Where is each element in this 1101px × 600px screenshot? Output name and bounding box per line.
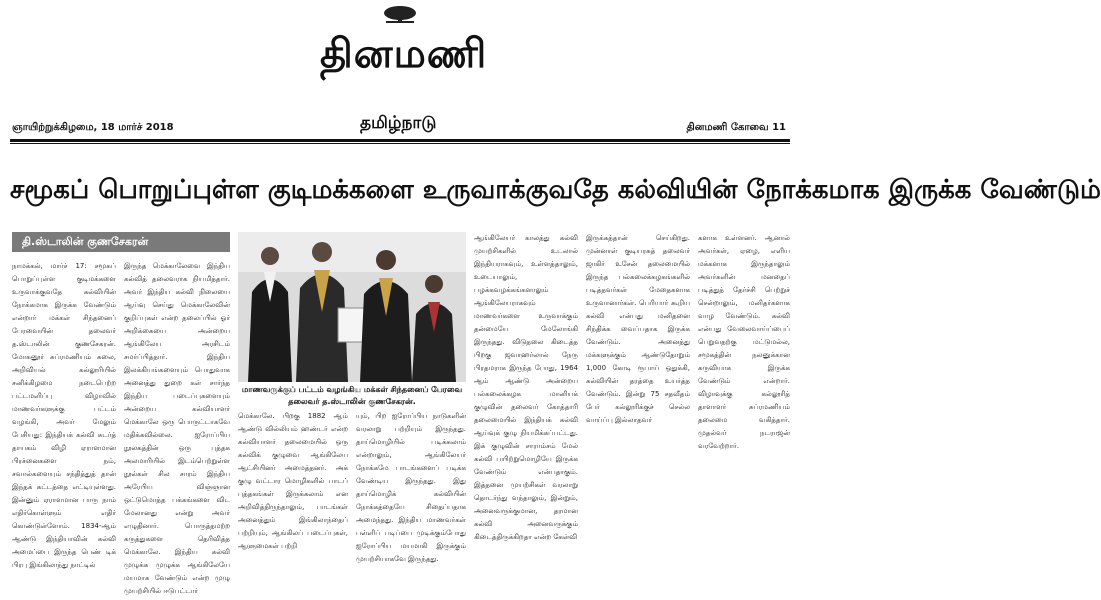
article-column-2: இருந்த மெக்காலேவை இந்திய கல்வித் தலைவராக நியமித்தார். அவர் இந்திய கல்வி நிலையை ஆய்வு செய்து மெக்காலேவின் குறிப்புகள் என்ற தலைப்பில் ஓர் அறிக்கையை அன்றைய ஆங்கிலேய அரசிடம் சமர்ப்பித்தார். இந்திய இலக்கியங்களையும் பொதுவாக அனைத்து துறை கள் சார்ந்த இந்திய படைப்புகளையும் அன்றைய கல்வியாளர் மெக்காலே ஒரு பொருட்டாகவே மதிக்கவில்லை. ஐரோப்பிய நூலகத்தின் ஒரு புத்தக அலமாரியில் இடம்பெற்றுள்ள நூல்கள் சில சாரம் இந்திய அரேபிய விஞ்ஞான ஒட்டுமொத்த பக்கங்களை விட மேலானது என்று அவர் எழுதினார். பொருத்தமற்ற கருத்துகளை தெரிவித்த மெக்காலே. இந்திய கல்வி முழுக்க முழுக்க ஆங்கிலேயே மயமாக வேண்டும் என்ற முழு முயற்சியில் ஈடுபட்டார்	[124, 262, 230, 595]
masthead	[0, 0, 800, 92]
header-rule	[10, 139, 790, 142]
byline: தி.ஸ்டாலின் குணசேகரன்	[12, 232, 230, 252]
article-column-6: இருக்கத்தான் செய்கிறது. முன்னாள் குடியரசுத் தலைவர் ஜாகிர் உசேன் தலைமையில் இருந்த பல்கலைக்கழகங்களில் படித்தவர்கள் மேதைகளாக உருவானார்கள். பெரியார் கூறிய கல்வி என்பது மனிதனை சிந்திக்க வைப்பதாக இருக்க வேண்டும். அனைத்து மக்களுக்கும் ஆண்டுதோறும் 1,000 கோடி ரூபாய் ஒதுக்கி, கல்வியின் தரத்தை உயர்த்த வேண்டும். இன்று 75 சதவீதம் பேர் கல்லூரிக்குச் செல்ல வாய்ப்பு இல்லாதவர்	[586, 234, 690, 424]
article-column-4: யும், பிற ஐரோப்பிய நாடுகளின் வரலாறு பற்றியும் இருந்தது. தாய்மொழியில் படிக்கலாம் என்றாலும், ஆங்கிலேயர் நோக்கமே பாடங்களைப் படிக்க வேண்டிய இருந்தது. இது தாய்மொழிக் கல்வியின் நோக்கத்தையே சிதைப்பதாக அமைந்தது. இந்திய மாணவர்கள் பள்ளிப் படிப்பை முடிக்கும்போது ஐரோப்பிய மயமாகி இருக்கும் முயற்சியாகவே இருந்தது.	[356, 412, 466, 563]
article-column-7: களாக உள்ளனர். ஆனால் அவர்கள், ஏழை, எளிய மக்களாக இருந்தாலும் அவர்களின் மனதைப் படித்துத் தேர்ச்சி பெற்றுச் சென்றாலும், மனிதர்களாக வாழ வேண்டும். கல்வி என்பது வேலைவாய்ப்பைப் பெறுவதற்கு மட்டுமல்ல, சமூகத்தின் நலனுக்கான கருவியாக இருக்க வேண்டும் என்றார். விழாவுக்கு கல்லூரித் தாளாளர் சுப்ரமணியம் தலைமை வகித்தார். முதல்வர் நடராஜன் வரவேற்றார்.	[698, 234, 790, 450]
article-column-5: ஆங்கிலேயர் காலத்து கல்வி முயற்சிகளில் உடலால் இந்தியராகவும், உள்ளத்தாலும், உடையாலும், பழக்கவழக்கங்களாலும் ஆங்கிலேயராகவும் மாணவர்களை உருவாக்கும் தன்மையே மேலோங்கி இருந்தது. விடுதலை கிடைத்த பிறகு ஜவாஹர்லால் நேரு பிரதமராக இருந்த போது, 1964 ஆம் ஆண்டு அன்றைய பல்கலைக்கழக மானியக் குழுவின் தலைவர் கோத்தாரி தலைமையில் இந்தியக் கல்வி ஆய்வுக் குழு நியமிக்கப்பட்டது. இக் குழுவின் சாராம்சம் மேல் கல்வி பயிற்றுமொழியே இருக்க வேண்டும் என்பதாகும். இத்தனை முயற்சிகள் வரலாறு தொடர்ந்து வந்தாலும், இன்றும், அனைவருக்குமான, தரமான கல்வி அனைவருக்கும் கிடைத்திருக்கிறதா என்ற கேள்வி	[474, 234, 578, 541]
article-headline: சமூகப் பொறுப்புள்ள குடிமக்களை உருவாக்குவதே கல்வியின் நோக்கமாக இருக்க வேண்டும்	[10, 175, 1101, 205]
page-info: தினமணி கோவை 11	[686, 122, 786, 133]
graduation-photo	[238, 232, 466, 382]
banyan-tree-emblem-icon	[378, 4, 422, 24]
section-title: தமிழ்நாடு	[360, 113, 437, 133]
photo-caption	[238, 384, 466, 408]
photo-caption-line-2: தலைவர் த.ஸ்டாலின் குணசேகரன்.	[288, 397, 416, 406]
header-rule-thin	[10, 143, 790, 144]
article-column-3: மெக்காலே. பிறகு 1882 ஆம் ஆண்டு வில்லியம் ஹண்டர் என்ற கல்வியாளர் தலைமையில் ஒரு கல்விக் குழுவை ஆங்கிலேய ஆட்சியினர் அமைத்தனர். அக் குழு வட்டார மொழிகளில் பாடப் புத்தகங்கள் இருக்கலாம் என அறிவித்திருந்தாலும், பாடங்கள் அனைத்தும் இங்கிலாந்தைப் பற்றியும், ஆங்கிலப் படைப்புகள், ஆளுமைகள் பற்றி	[238, 412, 348, 550]
newspaper-logo: தினமணி	[320, 30, 488, 77]
dateline: ஞாயிற்றுக்கிழமை, 18 மார்ச் 2018	[12, 122, 174, 133]
article-column-1: நாமக்கல், மார்ச் 17: சமூகப் பொறுப்புள்ள குடிமக்களை உருவாக்குவதே கல்வியின் நோக்கமாக இருக்க வேண்டும் என்றார் மக்கள் சிந்தனைப் பேரவையின் தலைவர் த.ஸ்டாலின் குணசேகரன். மோகனூர் சுப்ரமணியம் கலை, அறிவியல் கல்லூரியில் சனிக்கிழமை நடைபெற்ற பட்டமளிப்பு விழாவில் மாணவர்களுக்கு பட்டம் வழங்கி, அவர் மேலும் பேசியது: இந்தியக் கல்வி சுடர்த் தாயகம் விழி ஏராளமான பிரச்னைகளை நம், சவால்களையும் சந்தித்துத் தான் இந்தக் கட்டத்தை எட்டியுள்ளது. இன்னும் ஏராளமான பாரு நாம் எதிர்கொள்ளும் எதிர் கொண்டுள்ளோம். 1834-ஆம் ஆண்டு இந்தியாவின் கல்வி அமைப்பை இருந்த பெண் டிக் பிரபு இங்கிலாந்து நாட்டில்	[12, 262, 116, 569]
photo-caption-line-1: மாணவருக்குப் பட்டம் வழங்கிய மக்கள் சிந்தனைப் பேரவை	[241, 385, 463, 394]
